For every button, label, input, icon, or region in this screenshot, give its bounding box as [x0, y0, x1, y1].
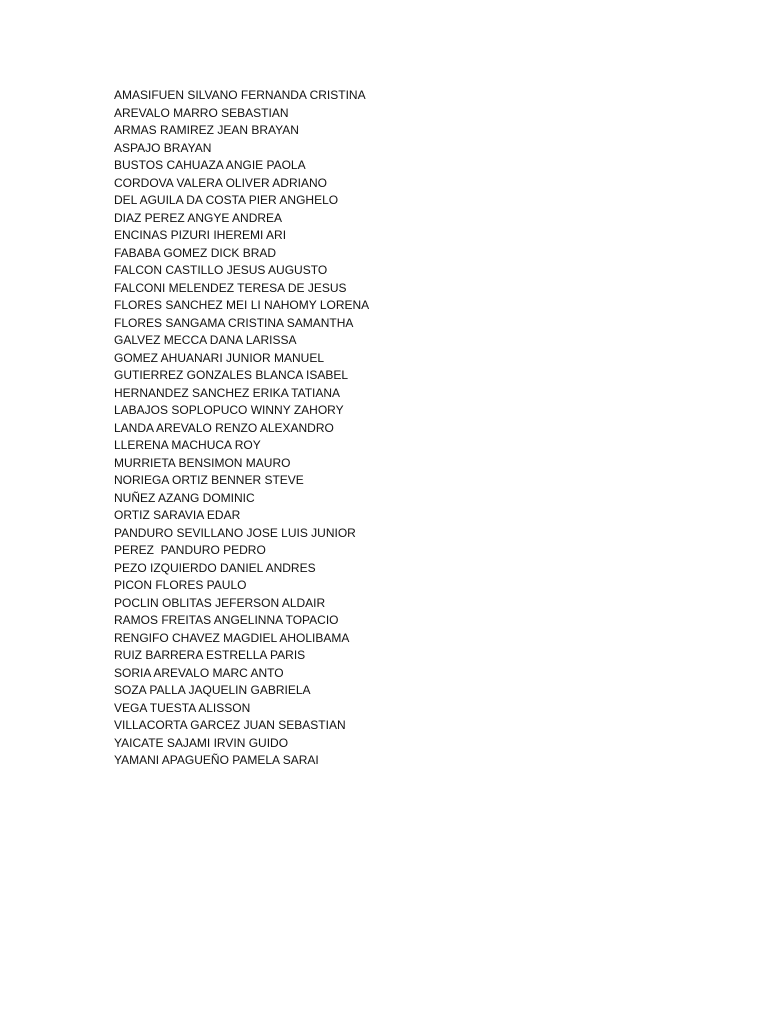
- list-item: NUÑEZ AZANG DOMINIC: [114, 490, 255, 505]
- list-item: ASPAJO BRAYAN: [114, 140, 212, 155]
- list-item: FALCON CASTILLO JESUS AUGUSTO: [114, 263, 328, 277]
- list-item: PEREZ PANDURO PEDRO: [114, 543, 266, 557]
- list-item: AREVALO MARRO SEBASTIAN: [114, 105, 289, 120]
- list-item: SOZA PALLA JAQUELIN GABRIELA: [114, 683, 311, 697]
- list-item: AMASIFUEN SILVANO FERNANDA CRISTINA: [114, 88, 366, 102]
- list-item: MURRIETA BENSIMON MAURO: [114, 455, 291, 470]
- list-item: YAICATE SAJAMI IRVIN GUIDO: [114, 735, 289, 750]
- list-item: BUSTOS CAHUAZA ANGIE PAOLA: [114, 158, 306, 172]
- list-item: GUTIERREZ GONZALES BLANCA ISABEL: [114, 368, 349, 382]
- list-item: FALCONI MELENDEZ TERESA DE JESUS: [114, 280, 347, 295]
- list-item: VEGA TUESTA ALISSON: [114, 700, 251, 715]
- list-item: PEZO IZQUIERDO DANIEL ANDRES: [114, 560, 316, 575]
- list-item: PANDURO SEVILLANO JOSE LUIS JUNIOR: [114, 525, 356, 540]
- list-item: SORIA AREVALO MARC ANTO: [114, 665, 284, 680]
- name-list: [114, 87, 369, 770]
- list-item: RAMOS FREITAS ANGELINNA TOPACIO: [114, 613, 339, 627]
- list-item: FLORES SANCHEZ MEI LI NAHOMY LORENA: [114, 298, 370, 312]
- list-item: HERNANDEZ SANCHEZ ERIKA TATIANA: [114, 385, 341, 400]
- list-item: NORIEGA ORTIZ BENNER STEVE: [114, 473, 304, 487]
- list-item: LLERENA MACHUCA ROY: [114, 438, 261, 452]
- list-item: YAMANI APAGUEÑO PAMELA SARAI: [114, 753, 319, 767]
- list-item: POCLIN OBLITAS JEFERSON ALDAIR: [114, 595, 326, 610]
- list-item: GOMEZ AHUANARI JUNIOR MANUEL: [114, 350, 325, 365]
- list-item: LABAJOS SOPLOPUCO WINNY ZAHORY: [114, 403, 344, 417]
- list-item: RENGIFO CHAVEZ MAGDIEL AHOLIBAMA: [114, 630, 350, 645]
- list-item: LANDA AREVALO RENZO ALEXANDRO: [114, 420, 334, 435]
- list-item: DIAZ PEREZ ANGYE ANDREA: [114, 210, 283, 225]
- list-item: FABABA GOMEZ DICK BRAD: [114, 245, 277, 260]
- list-item: ARMAS RAMIREZ JEAN BRAYAN: [114, 123, 299, 137]
- list-item: FLORES SANGAMA CRISTINA SAMANTHA: [114, 315, 354, 330]
- list-item: GALVEZ MECCA DANA LARISSA: [114, 333, 297, 347]
- list-item: VILLACORTA GARCEZ JUAN SEBASTIAN: [114, 718, 346, 732]
- list-item: RUIZ BARRERA ESTRELLA PARIS: [114, 648, 306, 662]
- list-item: DEL AGUILA DA COSTA PIER ANGHELO: [114, 193, 339, 207]
- list-item: ORTIZ SARAVIA EDAR: [114, 508, 241, 522]
- list-item: ENCINAS PIZURI IHEREMI ARI: [114, 228, 287, 242]
- list-item: PICON FLORES PAULO: [114, 578, 247, 592]
- list-item: CORDOVA VALERA OLIVER ADRIANO: [114, 175, 327, 190]
